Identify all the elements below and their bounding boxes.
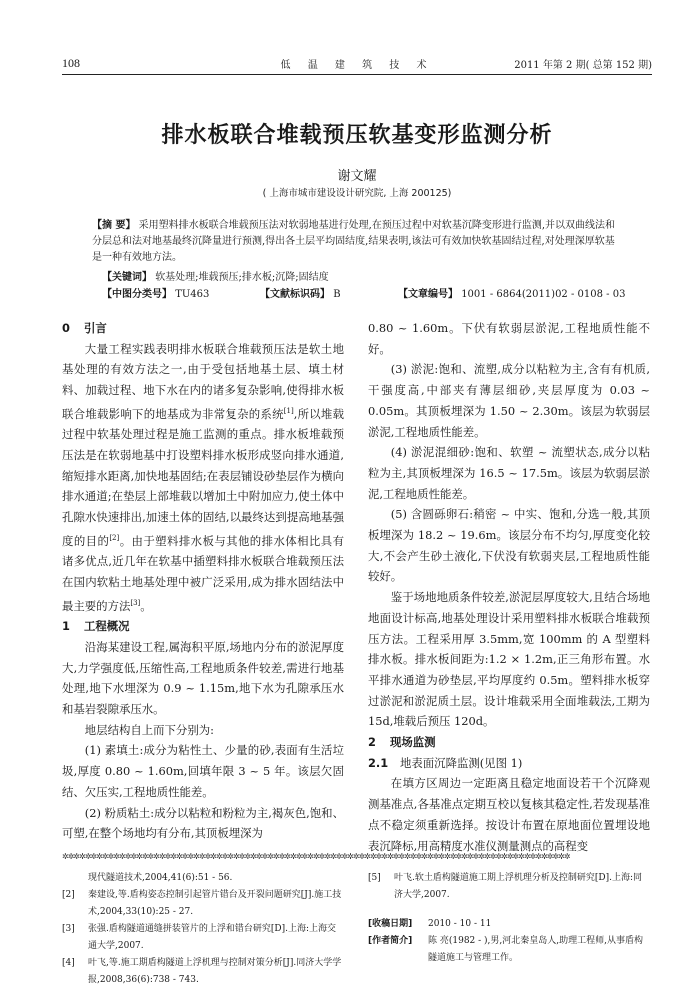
paragraph-intro: 大量工程实践表明排水板联合堆载预压法是软土地基处理的有效方法之一,由于受包括地基土层、填土材料、加载过程、地下水在内的诸多复杂影响,使得排水板联合堆载影响下的地基成为非常复杂的系统[1],所以堆载过程中软基处理过程是施工监测的重点。排水板堆载预压法是在软弱地基中打设塑料排水板形成竖向排水通道,缩短排水距离,加快地基固结;在表层铺设砂垫层作为横向排水通道;在垫层上部堆载以增加土中附加应力,使土体中孔隙水快速排出,加速土体的固结,以最终达到提高地基强度的目的[2]。由于塑料排水板与其他的排水体相比具有诸多优点,近几年在软基中插塑料排水板联合堆载预压法在国内软粘土地基处理中被广泛采用,成为排水固结法中最主要的方法[3]。 [62, 341, 344, 613]
reference-item: 现代隧道技术,2004,41(6):51 - 56. [88, 873, 233, 883]
author-affiliation: ( 上海市城市建设设计研究院, 上海 200125) [262, 188, 452, 199]
section-heading-intro: 0 引言 [62, 321, 107, 335]
reference-item: [2] 秦建设,等.盾构姿态控制引起管片错台及开裂问题研究[J].施工技术,2004,33(10):25 - 27. [62, 890, 342, 917]
page-number: 108 [62, 56, 80, 70]
author-bio: [作者简介] 陈 亮(1982 - ),男,河北秦皇岛人,助理工程师,从事盾构隧道施工与管理工作。 [368, 936, 643, 963]
section-heading-monitoring: 2 现场监测 [368, 735, 436, 750]
body-column-left [62, 318, 344, 844]
issue-info: 2011 年第 2 期( 总第 152 期) [514, 60, 652, 71]
paragraph-layer-2: (2) 粉质粘土:成分以粘粒和粉粒为主,褐灰色,饱和、可塑,在整个场地均有分布,其顶板埋深为 [62, 805, 344, 841]
body-column-right [368, 318, 650, 856]
abstract-label: 【摘 要】 [92, 220, 136, 231]
paragraph-overview: 沿海某建设工程,属海积平原,场地内分布的淤泥厚度大,力学强度低,压缩性高,工程地质条件较差,需进行地基处理,地下水埋深为 0.9 ~ 1.15m,地下水为孔隙承压水和基岩裂隙承压水。 [62, 639, 344, 717]
running-header [62, 52, 652, 72]
journal-name: 低 温 建 筑 技 术 [280, 60, 434, 71]
article-metadata [368, 916, 650, 967]
references-right [368, 870, 650, 904]
paragraph-layer-2-cont: 0.80 ~ 1.60m。下伏有软弱层淤泥,工程地质性能不好。 [368, 321, 650, 356]
reference-item: [3] 张强.盾构隧道通缝拼装管片的上浮和错台研究[D].上海:上海交通大学,2007. [62, 924, 336, 951]
references-left [62, 870, 344, 989]
abstract-text: 采用塑料排水板联合堆载预压法对软弱地基进行处理,在预压过程中对软基沉降变形进行监测,并以双曲线法和分层总和法对地基最终沉降量进行预测,得出各土层平均固结度,结果表明,该法可有效加快软基固结过程,对处理深厚软基是一种有效地方法。 [92, 220, 616, 263]
article-title: 排水板联合堆载预压软基变形监测分析 [161, 123, 553, 148]
abstract [92, 218, 622, 266]
paragraph-layer-5: (5) 含圆砾卵石:稍密 ~ 中实、饱和,分选一般,其顶板埋深为 18.2 ~ 19.6m。该层分布不均匀,厚度变化较大,不会产生砂土液化,下伏没有软弱夹层,工程地质性能较好。 [368, 507, 650, 584]
header-divider [62, 74, 652, 75]
paragraph-layer-4: (4) 淤泥混细砂:饱和、软塑 ~ 流塑状态,成分以粘粒为主,其顶板埋深为 16.5 ~ 17.5m。该层为软弱层淤泥,工程地质性能差。 [368, 445, 650, 501]
received-date: [收稿日期] 2010 - 10 - 11 [368, 919, 492, 929]
author-name: 谢文耀 [337, 169, 377, 184]
keywords-label: 【关键词】 [102, 272, 152, 283]
keywords [102, 268, 622, 283]
keywords-text: 软基处理;堆载预压;排水板;沉降;固结度 [155, 272, 329, 283]
reference-item: [4] 叶飞,等.施工期盾构隧道上浮机理与控制对策分析[J].同济大学学报,2008,36(6):738 - 743. [62, 958, 342, 985]
paragraph-layer-1: (1) 素填土:成分为粘性土、少量的砂,表面有生活垃圾,厚度 0.80 ~ 1.60m,回填年限 3 ~ 5 年。该层欠固结、欠压实,工程地质性能差。 [62, 743, 344, 799]
paragraph-design: 鉴于场地地质条件较差,淤泥层厚度较大,且结合场地地面设计标高,地基处理设计采用塑料排水板联合堆载预压方法。工程采用厚 3.5mm,宽 100mm 的 A 型塑料排水板。排水板间距为:1.2 × 1.2m,正三角形布置。水平排水通道为砂垫层,平均厚度约 0.5m。塑料排水板穿过淤泥和淤泥质土层。设计堆载采用全面堆载法,工期为 15d,堆载后预压 120d。 [368, 590, 650, 729]
paragraph-strata-intro: 地层结构自上而下分别为: [84, 722, 214, 737]
document-code: 【文献标识码】 B [260, 289, 341, 300]
paragraph-surface: 在填方区周边一定距离且稳定地面设若干个沉降观测基准点,各基准点定期互校以复核其稳定性,若发现基准点不稳定须重新选择。按设计布置在原地面位置埋设地表沉降标,用高精度水准仪测量测点的高程变 [368, 776, 650, 853]
paragraph-layer-3: (3) 淤泥:饱和、流塑,成分以粘粒为主,含有有机质,干强度高,中部夹有薄层细砂,夹层厚度为 0.03 ~ 0.05m。其顶板埋深为 1.50 ~ 2.30m。该层为软弱层淤泥,工程地质性能差。 [368, 362, 650, 439]
star-separator: ✲✲✲✲✲✲✲✲✲✲✲✲✲✲✲✲✲✲✲✲✲✲✲✲✲✲✲✲✲✲✲✲✲✲✲✲✲✲✲✲✲✲✲✲✲✲✲✲✲✲✲✲✲✲✲✲✲✲✲✲✲✲✲✲✲✲✲✲✲✲✲✲✲✲✲✲✲✲✲✲✲✲✲✲✲✲✲✲✲ [62, 852, 570, 861]
section-heading-overview: 1 工程概况 [62, 619, 130, 634]
article-number: 【文章编号】 1001 - 6864(2011)02 - 0108 - 03 [398, 289, 626, 300]
subsection-heading-surface: 2.1 地表面沉降监测(见图 1) [368, 755, 523, 770]
reference-item: [5] 叶飞.软土盾构隧道施工期上浮机理分析及控制研究[D].上海:同济大学,2007. [368, 873, 642, 900]
clc-number: 【中图分类号】 TU463 [102, 289, 210, 300]
